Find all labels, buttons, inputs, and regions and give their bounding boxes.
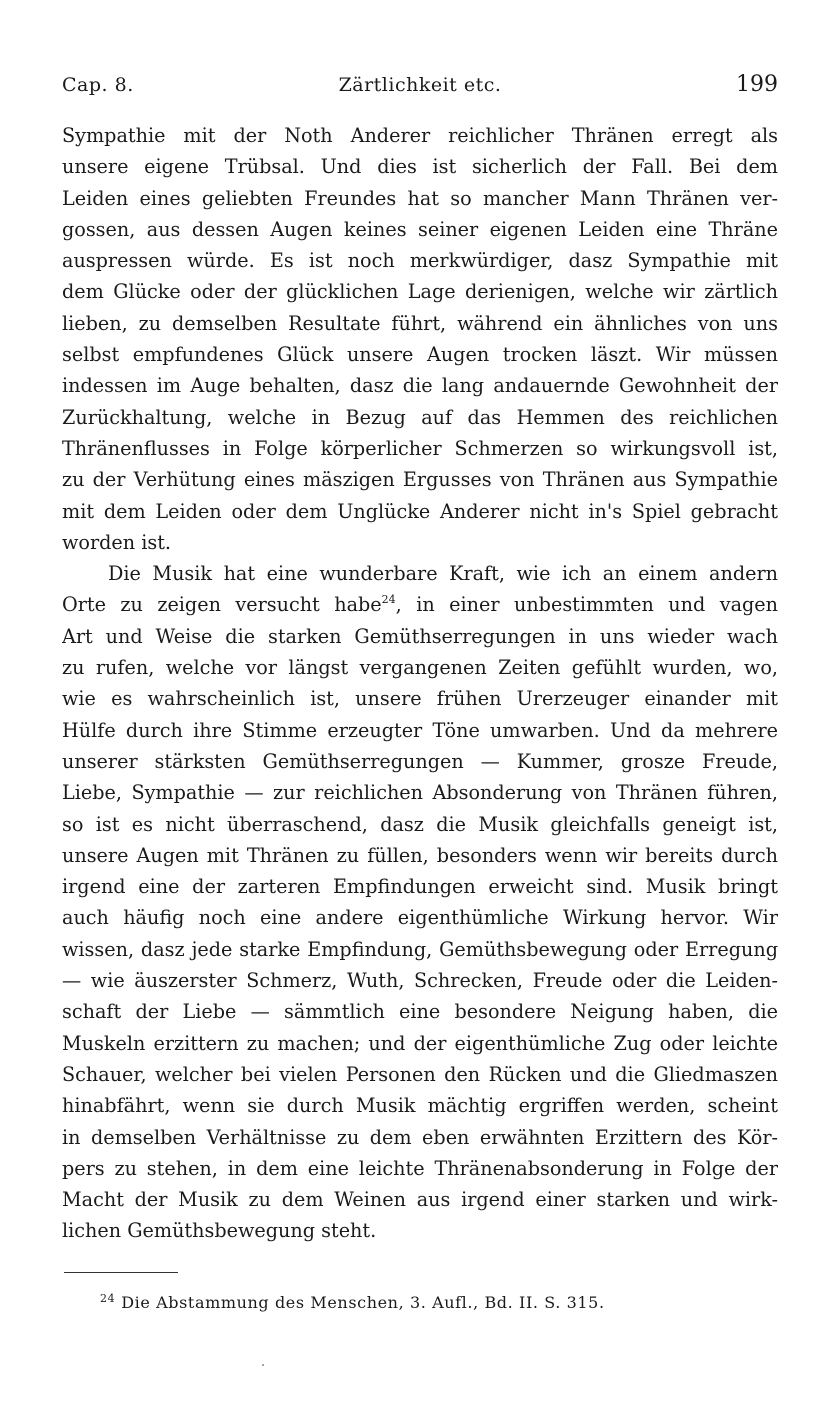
text-line: Schauer, welcher bei vielen Personen den Rücken und die Gliedmaszen — [62, 1062, 778, 1086]
text-line: hinabfährt, wenn sie durch Musik mächtig ergriffen werden, scheint — [62, 1094, 778, 1118]
text-line: Hülfe durch ihre Stimme erzeugter Töne umwarben. Und da mehrere — [62, 718, 778, 742]
body-text — [62, 120, 778, 1247]
text-line: auch häufig noch eine andere eigenthümliche Wirkung hervor. Wir — [62, 906, 778, 930]
footnote-text: Die Abstammung des Menschen, 3. Aufl., Bd. II. S. 315. — [121, 1293, 605, 1312]
text-line: schaft der Liebe — sämmtlich eine besondere Neigung haben, die — [62, 1000, 778, 1024]
text-line: unserer stärksten Gemüthserregungen — Kummer, grosze Freude, — [62, 749, 778, 773]
text-line: zu rufen, welche vor längst vergangenen Zeiten gefühlt wurden, wo, — [62, 656, 778, 680]
footnote-number: 24 — [100, 1292, 116, 1305]
text-line: indessen im Auge behalten, dasz die lang andauernde Gewohnheit der — [62, 374, 778, 398]
footnote — [100, 1292, 605, 1312]
text-line: lieben, zu demselben Resultate führt, während ein ähnliches von uns — [62, 311, 778, 335]
text-line: zu der Verhütung eines mäszigen Ergusses von Thränen aus Sympathie — [62, 468, 778, 492]
text-line-with-footnote-ref — [62, 589, 778, 620]
footnote-reference: 24 — [381, 593, 396, 607]
text-line: Art und Weise die starken Gemüthserregungen in uns wieder wach — [62, 624, 778, 648]
text-segment: Orte zu zeigen versucht habe — [62, 593, 382, 617]
text-line: irgend eine der zarteren Empfindungen erweicht sind. Musik bringt — [62, 875, 778, 899]
paper-speck — [262, 1364, 264, 1366]
paragraph-end-line: lichen Gemüthsbewegung steht. — [62, 1219, 377, 1243]
text-line: Thränenflusses in Folge körperlicher Schmerzen so wirkungsvoll ist, — [62, 436, 778, 460]
running-title: Zärtlichkeit etc. — [338, 74, 502, 96]
text-line: unsere Augen mit Thränen zu füllen, besonders wenn wir bereits durch — [62, 843, 778, 867]
paragraph-start-line: Die Musik hat eine wunderbare Kraft, wie ich an einem andern — [108, 562, 778, 586]
text-line: wissen, dasz jede starke Empfindung, Gemüthsbewegung oder Erregung — [62, 937, 778, 961]
text-line: — wie äuszerster Schmerz, Wuth, Schrecken, Freude oder die Leiden- — [62, 969, 778, 993]
text-line: so ist es nicht überraschend, dasz die Musik gleichfalls geneigt ist, — [62, 812, 778, 836]
text-line: selbst empfundenes Glück unsere Augen trocken läszt. Wir müssen — [62, 343, 778, 367]
text-line: in demselben Verhältnisse zu dem eben erwähnten Erzittern des Kör- — [62, 1125, 778, 1149]
text-line: auspressen würde. Es ist noch merkwürdiger, dasz Sympathie mit — [62, 249, 778, 273]
text-line: pers zu stehen, in dem eine leichte Thränenabsonderung in Folge der — [62, 1156, 778, 1180]
footnote-rule — [64, 1272, 178, 1273]
text-line: unsere eigene Trübsal. Und dies ist sicherlich der Fall. Bei dem — [62, 155, 778, 179]
text-line: dem Glücke oder der glücklichen Lage derienigen, welche wir zärtlich — [62, 280, 778, 304]
text-line: Liebe, Sympathie — zur reichlichen Absonderung von Thränen führen, — [62, 781, 778, 805]
chapter-label: Cap. 8. — [62, 74, 134, 96]
running-head — [62, 72, 778, 102]
text-line: Muskeln erzittern zu machen; und der eigenthümliche Zug oder leichte — [62, 1031, 778, 1055]
text-line: Sympathie mit der Noth Anderer reichlicher Thränen erregt als — [62, 124, 778, 147]
text-line: wie es wahrscheinlich ist, unsere frühen Urerzeuger einander mit — [62, 687, 778, 711]
text-line: mit dem Leiden oder dem Unglücke Anderer nicht in's Spiel gebracht — [62, 499, 778, 523]
page-number: 199 — [736, 72, 778, 97]
text-line: Macht der Musik zu dem Weinen aus irgend einer starken und wirk- — [62, 1188, 778, 1212]
text-segment: , in einer unbestimmten und vagen — [395, 593, 778, 617]
paragraph-end-line: worden ist. — [62, 530, 172, 554]
text-line: gossen, aus dessen Augen keines seiner eigenen Leiden eine Thräne — [62, 217, 778, 241]
text-line: Zurückhaltung, welche in Bezug auf das Hemmen des reichlichen — [62, 405, 778, 429]
text-line: Leiden eines geliebten Freundes hat so mancher Mann Thränen ver- — [62, 186, 778, 210]
